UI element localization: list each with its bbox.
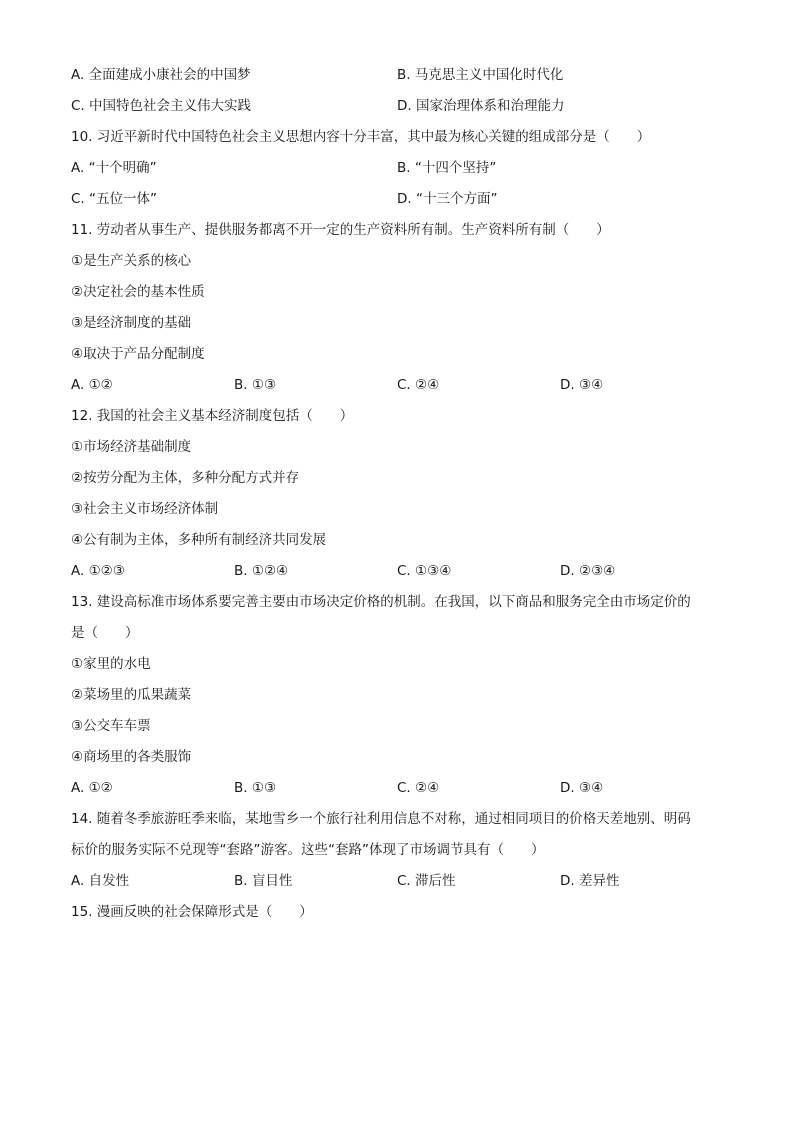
q11-item-2: ②决定社会的基本性质	[71, 284, 205, 300]
q12-option-a: A. ①②③	[71, 563, 125, 579]
q13-option-c: C. ②④	[397, 780, 440, 796]
q13-option-d: D. ③④	[560, 780, 604, 796]
q13-stem-line-1: 13. 建设高标准市场体系要完善主要由市场决定价格的机制。在我国，以下商品和服务完全由市场定价的	[71, 594, 691, 610]
q11-stem: 11. 劳动者从事生产、提供服务都离不开一定的生产资料所有制。生产资料所有制（ ）	[71, 222, 610, 238]
exam-page	[71, 60, 731, 928]
q14-option-c: C. 滞后性	[397, 873, 456, 889]
q12-item-2: ②按劳分配为主体，多种分配方式并存	[71, 470, 300, 486]
q13-options	[71, 773, 731, 804]
q12-item-4: ④公有制为主体，多种所有制经济共同发展	[71, 532, 327, 548]
q13-item-1: ①家里的水电	[71, 656, 151, 672]
q14-option-b: B. 盲目性	[234, 873, 293, 889]
q10-option-d: D. “十三个方面”	[397, 191, 498, 207]
q9-option-a: A. 全面建成小康社会的中国梦	[71, 67, 251, 83]
q13-option-a: A. ①②	[71, 780, 113, 796]
q13-stem-line-2: 是（ ）	[71, 625, 139, 641]
q9-option-c: C. 中国特色社会主义伟大实践	[71, 98, 252, 114]
q9-option-b: B. 马克思主义中国化时代化	[397, 67, 564, 83]
q10-option-b: B. “十四个坚持”	[397, 160, 497, 176]
q11-item-1: ①是生产关系的核心	[71, 253, 192, 269]
q10-options-row-1	[71, 153, 731, 184]
q14-option-a: A. 自发性	[71, 873, 130, 889]
q11-option-a: A. ①②	[71, 377, 113, 393]
q12-option-b: B. ①②④	[234, 563, 289, 579]
q10-option-c: C. “五位一体”	[71, 191, 157, 207]
q9-option-d: D. 国家治理体系和治理能力	[397, 98, 565, 114]
q11-item-4: ④取决于产品分配制度	[71, 346, 205, 362]
q10-option-a: A. “十个明确”	[71, 160, 157, 176]
q12-item-3: ③社会主义市场经济体制	[71, 501, 219, 517]
q14-option-d: D. 差异性	[560, 873, 620, 889]
q11-options	[71, 370, 731, 401]
q9-options-row-1	[71, 60, 731, 91]
q13-item-2: ②菜场里的瓜果蔬菜	[71, 687, 192, 703]
q11-item-3: ③是经济制度的基础	[71, 315, 192, 331]
q15-stem: 15. 漫画反映的社会保障形式是（ ）	[71, 904, 313, 920]
q12-stem: 12. 我国的社会主义基本经济制度包括（ ）	[71, 408, 354, 424]
q11-option-c: C. ②④	[397, 377, 440, 393]
q12-item-1: ①市场经济基础制度	[71, 439, 192, 455]
q12-option-c: C. ①③④	[397, 563, 452, 579]
q12-option-d: D. ②③④	[560, 563, 616, 579]
q11-option-b: B. ①③	[234, 377, 277, 393]
q14-stem-line-1: 14. 随着冬季旅游旺季来临，某地雪乡一个旅行社利用信息不对称，通过相同项目的价格天差地别、明码	[71, 811, 691, 827]
q10-options-row-2	[71, 184, 731, 215]
q14-options	[71, 866, 731, 897]
q13-item-3: ③公交车车票	[71, 718, 151, 734]
q13-item-4: ④商场里的各类服饰	[71, 749, 192, 765]
q12-options	[71, 556, 731, 587]
q10-stem: 10. 习近平新时代中国特色社会主义思想内容十分丰富，其中最为核心关键的组成部分是（ ）	[71, 129, 651, 145]
q9-options-row-2	[71, 91, 731, 122]
q13-option-b: B. ①③	[234, 780, 277, 796]
q14-stem-line-2: 标价的服务实际不兑现等“套路”游客。这些“套路”体现了市场调节具有（ ）	[71, 842, 545, 858]
q11-option-d: D. ③④	[560, 377, 604, 393]
